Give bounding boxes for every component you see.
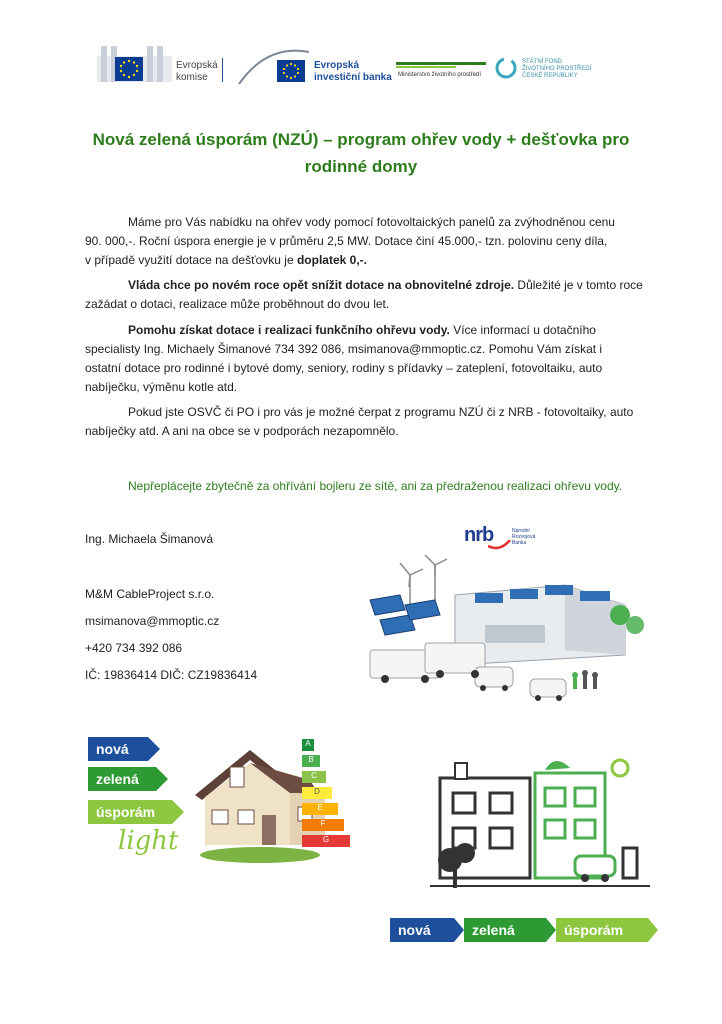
nzu-light-nova: nová xyxy=(88,737,148,761)
sfzp-line1: STÁTNÍ FOND xyxy=(522,59,562,65)
nrb-line3: Banka xyxy=(512,540,527,546)
energy-e: E xyxy=(302,803,338,815)
p2-line2: zažádat o dotaci, realizace může proběhnout do dvou let. xyxy=(85,297,390,311)
p1-line1: Máme pro Vás nabídku na ohřev vody pomocí fotovoltaických panelů za zvýhodněnou cenu xyxy=(128,215,615,229)
nzu-light-light: light xyxy=(118,826,179,856)
nrb-line2: Rozvojová xyxy=(512,534,536,540)
eib-arc-icon xyxy=(237,44,312,86)
eib-line1: Evropská xyxy=(314,60,360,71)
mzp-name: Ministerstvo životního prostředí xyxy=(398,72,482,78)
p2-rest: Důležité je v tomto roce xyxy=(514,278,643,292)
nzu-light-usporam: úsporám xyxy=(88,800,172,824)
paragraph-osvc xyxy=(85,403,645,441)
ec-building-icon xyxy=(97,44,172,84)
nzu-light-zelena: zelená xyxy=(88,767,156,791)
ec-line1: Evropská xyxy=(176,60,218,71)
sfzp-line2: ŽIVOTNÍHO PROSTŘEDÍ xyxy=(522,66,592,72)
paragraph-government xyxy=(85,276,645,314)
sfzp-line3: ČESKÉ REPUBLIKY xyxy=(522,73,578,79)
nrb-line1: Národní xyxy=(512,528,530,534)
energy-g: G xyxy=(302,835,350,847)
solar-factory-illustration xyxy=(365,555,665,705)
contact-company: M&M CableProject s.r.o. xyxy=(85,587,215,601)
arrow-right-icon xyxy=(148,737,160,761)
eib-line2: investiční banka xyxy=(314,72,392,83)
ec-line2: komise xyxy=(176,72,208,83)
nrb-wordmark: nrb xyxy=(464,524,494,546)
arrow-right-icon xyxy=(172,800,184,824)
arrow-right-icon xyxy=(648,918,658,942)
energy-d: D xyxy=(302,787,332,799)
p3-rest: Více informací u dotačního xyxy=(449,323,596,337)
paragraph-help xyxy=(85,321,645,397)
arrow-right-icon xyxy=(156,767,168,791)
p3-line3: ostatní dotace pro rodinné i bytové domy, seniory, rodiny s přídavky – zateplení, fotovoltaiku, auto xyxy=(85,361,603,375)
title-line2: rodinné domy xyxy=(304,157,418,176)
sfzp-circle-icon xyxy=(494,56,518,80)
nzu-banner-usporam: úsporám xyxy=(556,918,648,942)
arrow-right-icon xyxy=(546,918,556,942)
p1-line3a: v případě využití dotace na dešťovku je xyxy=(85,253,297,267)
green-note: Nepřeplácejte zbytečně za ohřívání bojleru ze sítě, ani za předraženou realizaci ohřevu vody. xyxy=(128,479,623,493)
contact-name: Ing. Michaela Šimanová xyxy=(85,532,214,546)
arrow-right-icon xyxy=(454,918,464,942)
p4-line1: Pokud jste OSVČ či PO i pro vás je možné čerpat z programu NZÚ či z NRB - fotovoltaiky, auto xyxy=(128,405,634,419)
nzu-banner-nova: nová xyxy=(390,918,454,942)
p1-line2: 90. 000,-. Roční úspora energie je v průměru 2,5 MW. Dotace činí 45.000,- tzn. polovinu ceny díla, xyxy=(85,234,608,248)
p3-line2: specialisty Ing. Michaely Šimanové 734 392 086, msimanova@mmoptic.cz. Pomohu Vám získat i xyxy=(85,342,603,356)
contact-phone[interactable]: +420 734 392 086 xyxy=(85,641,183,655)
p1-line3-bold: doplatek 0,-. xyxy=(296,253,367,267)
page-title xyxy=(60,126,662,180)
contact-ids: IČ: 19836414 DIČ: CZ19836414 xyxy=(85,668,258,682)
paragraph-offer xyxy=(85,213,645,270)
energy-c: C xyxy=(302,771,326,783)
nrb-name xyxy=(512,528,535,546)
buildings-illustration xyxy=(425,748,655,898)
nzu-banner-zelena: zelená xyxy=(464,918,546,942)
p4-line2: nabíječky atd. A ani na obce se v podporách nezapomnělo. xyxy=(85,424,399,438)
eib-name xyxy=(314,60,392,84)
p3-line4: nabíječku, výměnu kotle atd. xyxy=(85,380,238,394)
p3-bold: Pomohu získat dotace i realizaci funkčního ohřevu vody. xyxy=(128,323,450,337)
energy-a: A xyxy=(302,739,314,751)
energy-b: B xyxy=(302,755,320,767)
title-line1: Nová zelená úsporám (NZÚ) – program ohřev vody + dešťovka pro xyxy=(92,130,630,149)
ec-name xyxy=(176,60,218,84)
contact-email[interactable]: msimanova@mmoptic.cz xyxy=(85,614,220,628)
energy-f: F xyxy=(302,819,344,831)
logo-divider xyxy=(222,58,223,82)
nrb-swoosh-icon xyxy=(488,540,512,550)
p2-bold: Vláda chce po novém roce opět snížit dotace na obnovitelné zdroje. xyxy=(128,278,515,292)
sfzp-name xyxy=(522,59,591,80)
mzp-stripe-icon xyxy=(396,62,486,70)
